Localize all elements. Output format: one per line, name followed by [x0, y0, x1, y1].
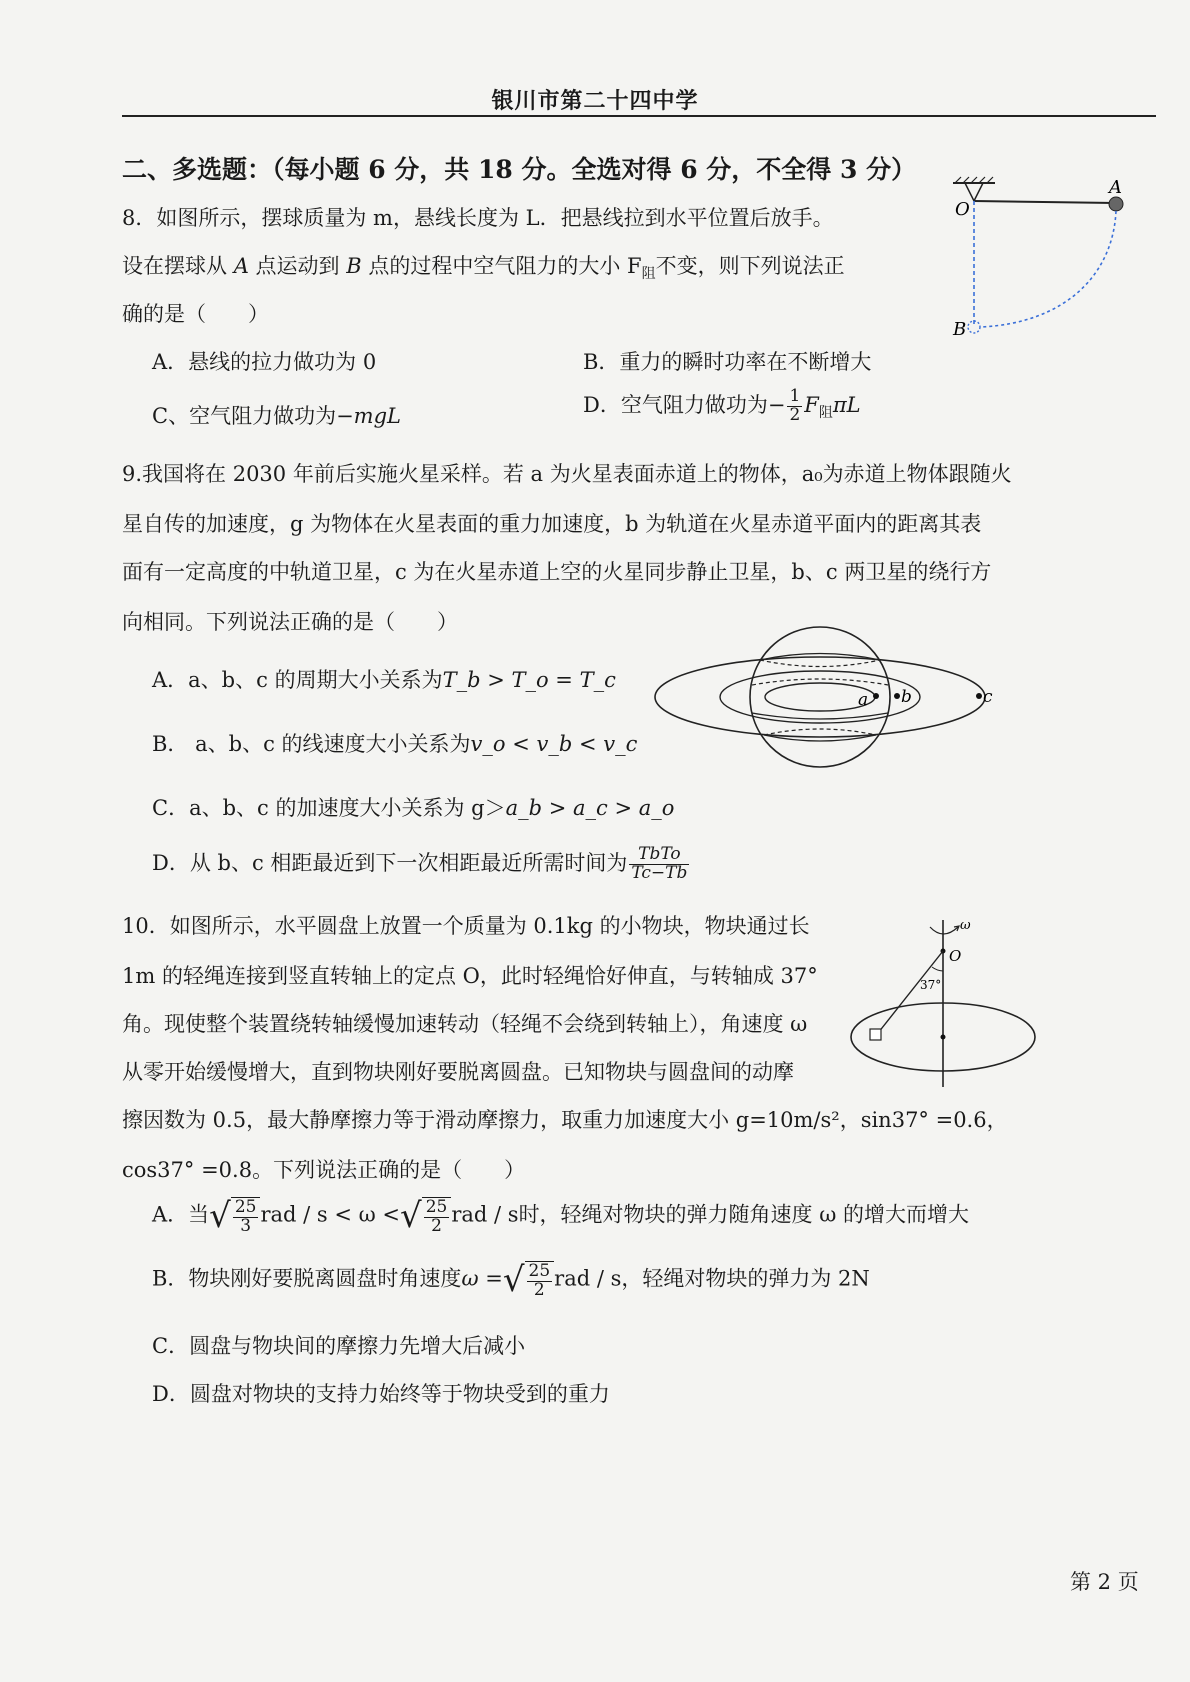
q9-option-d: D．从 b、c 相距最近到下一次相距最近所需时间为 $\frac{\text{TbTo}}{Tc-Tb}$ — [152, 844, 688, 883]
q10-option-a: A．当√ $\frac{25}{3}$ rad / s < ω <√ $\frac{25}{2}$ rad / s时，轻绳对物块的弹力随角速度 ω 的增大而增大 — [152, 1196, 970, 1236]
q9-option-b: B． a、b、c 的线速度大小关系为v_o < v_b < v_c — [152, 732, 638, 756]
q9-line-3: 面有一定高度的中轨道卫星，c 为在火星赤道上空的火星同步静止卫星，b、c 两卫星的绕行方 — [122, 560, 992, 584]
q10-line-1: 10．如图所示，水平圆盘上放置一个质量为 0.1kg 的小物块，物块通过长 — [122, 914, 810, 938]
q8-pendulum-figure — [945, 175, 1135, 365]
q8-option-b: B．重力的瞬时功率在不断增大 — [583, 350, 872, 374]
q10-option-b: B．物块刚好要脱离圆盘时角速度ω =√ $\frac{25}{2}$ rad / s，轻绳对物块的弹力为 2N — [152, 1260, 870, 1300]
q9-orbit-figure — [640, 625, 1060, 775]
q10-line-2: 1m 的轻绳连接到竖直转轴上的定点 O，此时轻绳恰好伸直，与转轴成 37° — [122, 964, 818, 988]
school-header: 银川市第二十四中学 — [491, 88, 699, 114]
q9-option-c: C．a、b、c 的加速度大小关系为 g＞a_b > a_c > a_o — [152, 796, 675, 820]
q9-line-1: 9.我国将在 2030 年前后实施火星采样。若 a 为火星表面赤道上的物体，a₀为赤道上物体跟随火 — [122, 462, 1012, 486]
q10-line-6: cos37° =0.8。下列说法正确的是（ ） — [122, 1158, 526, 1182]
section-title: 二、多选题：（每小题 6 分，共 18 分。全选对得 6 分，不全得 3 分） — [122, 155, 917, 184]
q10-fig-label-omega: ω — [960, 918, 971, 933]
q10-line-5: 擦因数为 0.5，最大静摩擦力等于滑动摩擦力，取重力加速度大小 g=10m/s²，sin37° =0.6， — [122, 1108, 1008, 1132]
q8-fig-label-b: B — [953, 319, 967, 340]
q8-fig-label-a: A — [1109, 177, 1122, 198]
q9-line-2: 星自传的加速度，g 为物体在火星表面的重力加速度，b 为轨道在火星赤道平面内的距离其表 — [122, 512, 982, 536]
q8-option-a: A．悬线的拉力做功为 0 — [152, 350, 377, 374]
q8-line-2: 设在摆球从 A 点运动到 B 点的过程中空气阻力的大小 $F_阻$不变，则下列说法正 — [122, 254, 845, 283]
q8-line-1: 8．如图所示，摆球质量为 m，悬线长度为 L．把悬线拉到水平位置后放手。 — [122, 206, 834, 230]
q9-fig-label-c: c — [983, 687, 993, 707]
q8-fig-label-o: O — [955, 199, 970, 220]
q10-line-3: 角。现使整个装置绕转轴缓慢加速转动（轻绳不会绕到转轴上），角速度 ω — [122, 1012, 808, 1036]
q10-disk-figure — [848, 915, 1053, 1095]
q10-option-d: D．圆盘对物块的支持力始终等于物块受到的重力 — [152, 1382, 610, 1406]
q8-option-c: C、空气阻力做功为−mgL — [152, 404, 401, 428]
q8-line-3: 确的是（ ） — [122, 302, 269, 326]
q10-fig-label-o: O — [949, 947, 962, 965]
q9-fig-label-a: a — [858, 690, 869, 710]
header-rule — [122, 115, 1156, 117]
page-number: 第 2 页 — [1070, 1570, 1139, 1594]
q9-line-4: 向相同。下列说法正确的是（ ） — [122, 610, 458, 634]
q10-option-c: C．圆盘与物块间的摩擦力先增大后减小 — [152, 1334, 526, 1358]
q9-option-a: A．a、b、c 的周期大小关系为T_b > T_o = T_c — [152, 668, 616, 692]
q10-fig-label-angle: 37° — [920, 978, 942, 992]
q10-line-4: 从零开始缓慢增大，直到物块刚好要脱离圆盘。已知物块与圆盘间的动摩 — [122, 1060, 794, 1084]
q8-option-d: D．空气阻力做功为− $\frac{1}{2}$ $F_阻\pi L$ — [583, 386, 861, 425]
q9-fig-label-b: b — [901, 687, 912, 707]
